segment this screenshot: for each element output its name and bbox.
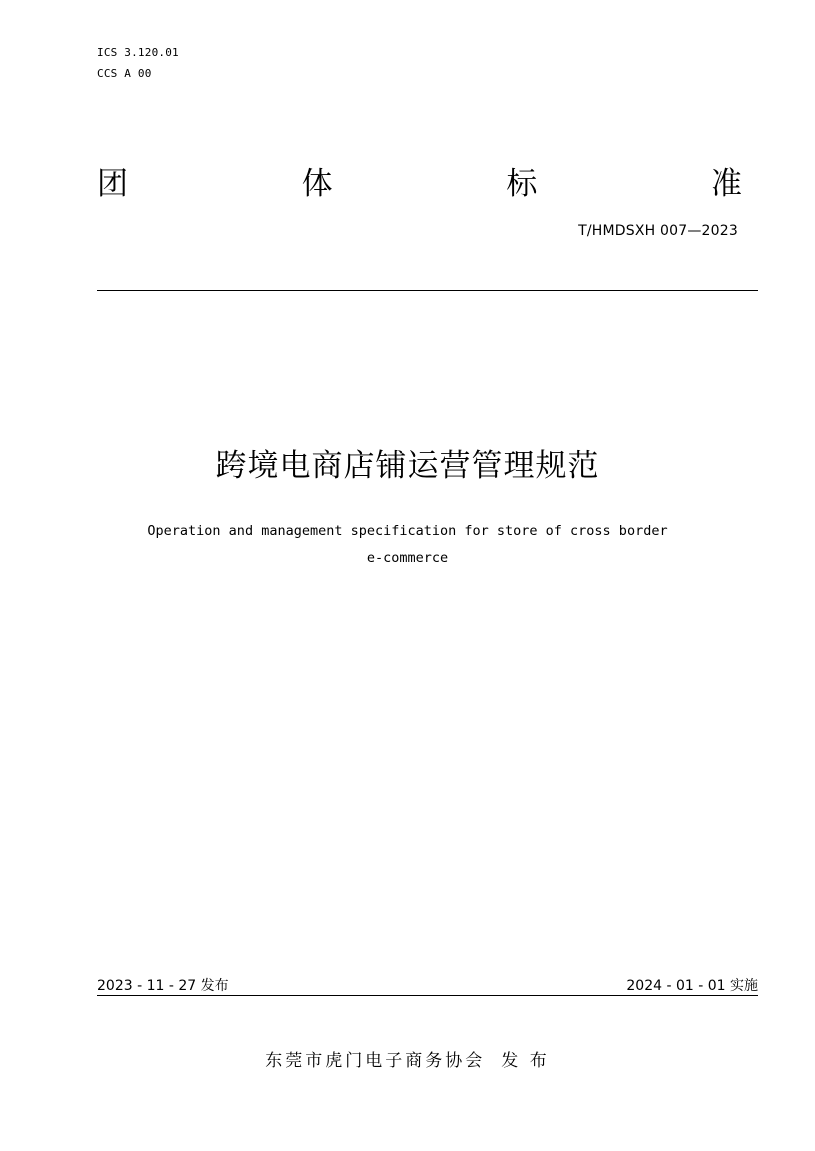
standard-number: T/HMDSXH 007—2023 <box>578 223 738 239</box>
ics-code: ICS 3.120.01 <box>97 46 179 59</box>
publisher <box>0 1046 815 1071</box>
date-row <box>97 975 758 995</box>
release-date: 2023 - 11 - 27 发布 <box>97 978 229 994</box>
standard-type-heading <box>97 158 742 202</box>
title-english <box>40 518 775 572</box>
top-divider <box>97 290 758 291</box>
standard-type-char: 团 <box>97 165 128 202</box>
classification-codes <box>97 42 179 84</box>
bottom-divider <box>97 995 758 996</box>
title-english-line: e-commerce <box>366 550 449 566</box>
implementation-date: 2024 - 01 - 01 实施 <box>626 978 758 994</box>
standard-type-char: 准 <box>710 165 742 202</box>
publisher-action: 发 布 <box>501 1051 550 1071</box>
title-chinese: 跨境电商店铺运营管理规范 <box>215 448 600 484</box>
standard-type-char: 标 <box>506 165 538 202</box>
publisher-name: 东莞市虎门电子商务协会 <box>265 1051 486 1071</box>
standard-type-char: 体 <box>301 165 333 202</box>
title-english-line: Operation and management specification for store of cross border <box>147 523 668 539</box>
ccs-code: CCS A 00 <box>97 67 152 80</box>
